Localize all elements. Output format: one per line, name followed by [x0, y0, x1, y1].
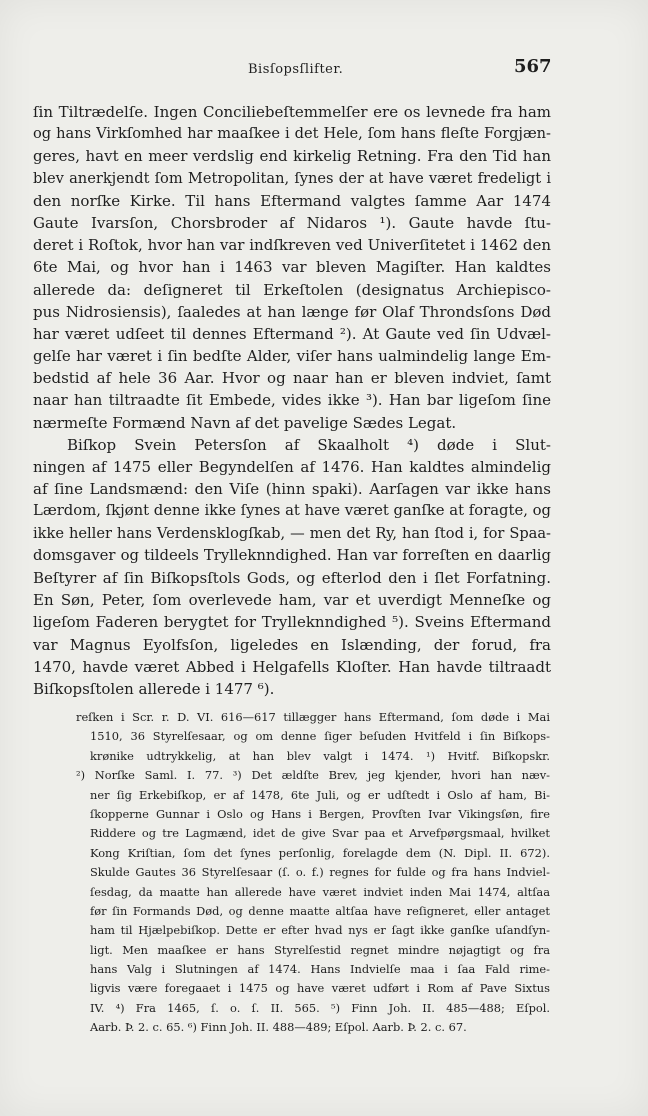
page-number: 567 — [514, 56, 552, 77]
footnote-line: reſken i Scr. r. D. VI. 616—617 tillægger hans Eftermand, ſom døde i Mai — [76, 710, 550, 724]
footnote-line: ner ſig Erkebiſkop, er af 1478, 6te Juli, og er udſtedt i Oslo af ham, Bi- — [90, 787, 550, 802]
footnote-line: ²) Norſke Saml. I. 77. ³) Det ældſte Brev, jeg kjender, hvori han næv- — [76, 768, 550, 783]
footnote-line: Riddere og tre Lagmænd, idet de give Svar paa et Arvefpørgsmaal, hvilket — [90, 826, 550, 841]
body-line: ikke heller hans Verdensklogſkab, — men det Ry, han ſtod i, for Spaa- — [33, 524, 551, 542]
body-text — [33, 101, 551, 700]
running-title: Bisſopsſlifter. — [248, 62, 344, 77]
footnote-line: hans Valg i Slutningen af 1474. Hans Indvielſe maa i ſaa Fald rime- — [90, 962, 550, 977]
footnote-line: før ſin Formands Død, og denne maatte altſaa have reſigneret, eller antaget — [90, 903, 550, 918]
body-line: ningen af 1475 eller Begyndelſen af 1476. Han kaldtes almindelig — [33, 458, 551, 476]
body-line: af ſine Landsmænd: den Viſe (hinn spaki). Aarſagen var ikke hans — [33, 480, 551, 499]
body-line: Biſkop Svein Petersſon af Skaalholt ⁴) døde i Slut- — [67, 435, 551, 454]
body-line: deret i Roſtok, hvor han var indſkreven ved Univerſitetet i 1462 den — [33, 236, 551, 255]
body-line: og hans Virkſomhed har maaſkee i det Hele, ſom hans fleſte Forgjæn- — [33, 125, 551, 143]
body-line: En Søn, Peter, ſom overlevede ham, var et uverdigt Menneſke og — [33, 591, 551, 610]
body-line: var Magnus Eyolfsſon, ligeledes en Islænding, der forud, fra — [33, 635, 551, 654]
footnotes — [76, 708, 550, 1038]
footnote-line: krønike udtrykkelig, at han blev valgt i 1474. ¹) Hvitf. Biſkopskr. — [90, 748, 550, 763]
body-line: Lærdom, ſkjønt denne ikke ſynes at have været ganſke at foragte, og — [33, 502, 551, 520]
body-line: Biſkopsſtolen allerede i 1477 ⁶). — [33, 679, 275, 698]
body-line: har været udſeet til dennes Eftermand ²). At Gaute ved ſin Udvæl- — [33, 324, 551, 343]
footnote-line: IV. ⁴) Fra 1465, ſ. o. ſ. II. 565. ⁵) Finn Joh. II. 485—488; Eſpol. — [90, 1000, 550, 1015]
body-line: den norſke Kirke. Til hans Eftermand valgtes ſamme Aar 1474 — [33, 191, 551, 210]
body-line: nærmeſte Formænd Navn af det pavelige Sædes Legat. — [33, 413, 457, 432]
body-line: pus Nidrosiensis), ſaaledes at han længe før Olaf Throndsſons Død — [33, 302, 551, 321]
footnote-line: Skulde Gautes 36 Styrelſesaar (ſ. o. f.) regnes for fulde og fra hans Indviel- — [90, 865, 550, 880]
footnote-line: ſesdag, da maatte han allerede have været indviet inden Mai 1474, altſaa — [90, 884, 550, 899]
body-line: ſin Tiltrædelſe. Ingen Conciliebeſtemmelſer ere os levnede fra ham — [33, 103, 551, 121]
body-line: allerede da: deſigneret til Erkeſtolen (designatus Archiepisco- — [33, 280, 551, 299]
body-line: Gaute Ivarsſon, Chorsbroder af Nidaros ¹). Gaute havde ſtu- — [33, 213, 551, 232]
footnote-line: Kong Kriſtian, ſom det ſynes perſonlig, forelagde dem (N. Dipl. II. 672). — [90, 845, 550, 860]
page-header — [0, 56, 648, 80]
body-line: 6te Mai, og hvor han i 1463 var bleven Magiſter. Han kaldtes — [33, 258, 551, 277]
footnote-line: ligvis være foregaaet i 1475 og have været udført i Rom af Pave Sixtus — [90, 981, 550, 996]
body-line: blev anerkjendt ſom Metropolitan, ſynes der at have været fredeligt i — [33, 169, 551, 187]
footnote-line: Aarb. Þ. 2. c. 65. ⁶) Finn Joh. II. 488—489; Eſpol. Aarb. Þ. 2. c. 67. — [90, 1020, 467, 1035]
footnote-line: ligt. Men maaſkee er hans Styrelſestid regnet mindre nøjagtigt og fra — [90, 942, 550, 957]
body-line: Beſtyrer af ſin Biſkopsſtols Gods, og efterlod den i ſlet Forfatning. — [33, 568, 551, 587]
body-line: geres, havt en meer verdslig end kirkelig Retning. Fra den Tid han — [33, 147, 551, 166]
body-line: naar han tiltraadte ſit Embede, vides ikke ³). Han bar ligeſom ſine — [33, 391, 551, 410]
body-line: gelſe har været i ſin bedſte Alder, viſer hans ualmindelig lange Em- — [33, 347, 551, 366]
body-line: ligeſom Faderen berygtet for Trylleknndighed ⁵). Sveins Eftermand — [33, 613, 551, 632]
footnote-line: ham til Hjælpebiſkop. Dette er efter hvad nys er ſagt ikke ganſke uſandſyn- — [90, 923, 550, 938]
footnote-line: ſkopperne Gunnar i Oslo og Hans i Bergen, Provſten Ivar Vikingsſøn, fire — [90, 806, 550, 821]
body-line: domsgaver og tildeels Trylleknndighed. Han var forreſten en daarlig — [33, 546, 551, 564]
body-line: bedstid af hele 36 Aar. Hvor og naar han er bleven indviet, ſamt — [33, 369, 551, 388]
footnote-line: 1510, 36 Styrelſesaar, og om denne ſiger beſuden Hvitfeld i ſin Biſkops- — [90, 729, 550, 744]
body-line: 1470, havde været Abbed i Helgafells Kloſter. Han havde tiltraadt — [33, 657, 551, 676]
